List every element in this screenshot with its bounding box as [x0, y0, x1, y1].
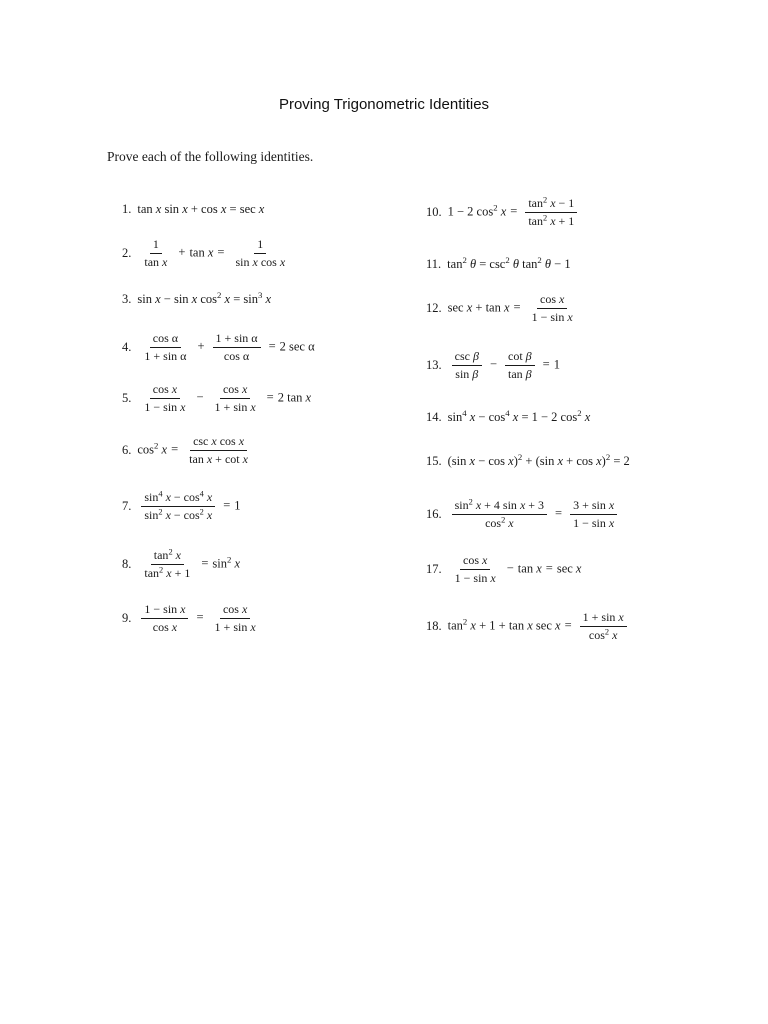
page-title: Proving Trigonometric Identities: [278, 96, 490, 113]
identity-equation: tan x sin x + cos x = sec x: [137, 202, 265, 216]
identity-equation: $\frac{\text{cos α}}{\text{1 + sin α}}$ + $\frac{\text{1 + sin α}}{\text{cos α}}$ = 2 sec α: [144, 331, 315, 363]
identity-equation: sin x − sin x $\cos^2 x = \sin^3 x$: [137, 290, 272, 306]
instructions-text: Prove each of the following identities.: [107, 149, 314, 164]
identity-number: 6.: [122, 443, 132, 457]
identity-number: 3.: [122, 292, 132, 306]
identity-4: [122, 331, 315, 364]
identity-8: [122, 548, 240, 581]
identity-equation: $\sin^4 x - \cos^4 x = 1 - 2$ $\cos^2 x$: [447, 408, 591, 424]
identity-number: 4.: [122, 340, 132, 354]
identity-equation: $\tan^2 \theta = \csc^2 \theta$ $\tan^2 \theta - 1$: [447, 255, 571, 271]
identity-number: 16.: [426, 507, 442, 521]
identity-12: [426, 292, 580, 325]
identity-number: 2.: [122, 246, 132, 260]
identity-equation: $\tan^2 x + 1 + \tan x$ sec x = $\frac{\text{1 + sin x}}{\cos^2 x}$: [448, 610, 631, 643]
identity-6: [122, 434, 255, 467]
identity-equation: $\frac{\sin^2 x + 4 \sin x + 3}{\cos^2 x}$ = $\frac{\text{3 + sin x}}{\text{1 − sin x}}$: [448, 498, 622, 531]
identity-equation: $\cos^2 x$ = $\frac{\text{csc x cos x}}{\text{tan x + cot x}}$: [137, 434, 248, 466]
identity-number: 18.: [426, 619, 442, 633]
identity-14: [426, 410, 590, 425]
identity-equation: $\frac{\text{cos x}}{\text{1 − sin x}}$ − tan x = sec x: [454, 553, 582, 585]
identity-number: 11.: [426, 257, 442, 271]
identity-equation: $\frac{\text{cos x}}{\text{1 − sin x}}$ − $\frac{\text{cos x}}{\text{1 + sin x}}$ = 2 tan x: [144, 382, 312, 414]
identity-15: [426, 454, 630, 469]
identity-equation: sec x + tan x = $\frac{\text{cos x}}{\text{1 − sin x}}$: [447, 292, 573, 324]
identity-number: 13.: [426, 358, 442, 372]
identity-number: 15.: [426, 454, 442, 468]
identity-number: 1.: [122, 202, 132, 216]
identity-13: [426, 349, 560, 382]
identity-9: [122, 602, 263, 635]
identity-equation: 1 − 2 $\cos^2 x$ = $\frac{\tan^2 x - 1}{\tan^2 x + 1}$: [448, 196, 582, 229]
identity-7: [122, 490, 241, 523]
identity-number: 12.: [426, 301, 442, 315]
identity-1: [122, 202, 264, 217]
identity-3: [122, 292, 271, 307]
identity-equation: $\frac{\sin^4 x - \cos^4 x}{\sin^2 x - \cos^2 x}$ = 1: [137, 490, 240, 523]
identity-18: [426, 610, 631, 643]
identity-number: 17.: [426, 562, 442, 576]
identity-17: [426, 553, 581, 586]
identity-equation: $\frac{\text{1 − sin x}}{\text{cos x}}$ = $\frac{\text{cos x}}{\text{1 + sin x}}$: [137, 602, 262, 635]
identity-11: [426, 257, 571, 272]
identity-16: [426, 498, 621, 531]
identity-number: 7.: [122, 499, 132, 513]
identity-number: 10.: [426, 205, 442, 219]
identity-equation: $\frac{\text{csc β}}{\text{sin β}}$ − $\frac{\text{cot β}}{\text{tan β}}$ = 1: [448, 349, 560, 382]
identity-2: [122, 237, 292, 270]
identity-number: 14.: [426, 410, 442, 424]
identity-equation: $\frac{1}{\text{tan x}}$ + tan x = $\frac{1}{\text{sin x cos x}}$: [144, 237, 286, 269]
identity-5: [122, 382, 311, 415]
identity-equation: (sin x − cos x)$^2$ + (sin x + cos x)$^2$ = 2: [447, 452, 630, 468]
identity-number: 9.: [122, 611, 132, 625]
identity-number: 8.: [122, 557, 132, 571]
identity-10: [426, 196, 581, 229]
identity-equation: $\frac{\tan^2 x}{\tan^2 x + 1}$ = $\sin^2 x$: [144, 547, 241, 580]
identity-number: 5.: [122, 391, 132, 405]
